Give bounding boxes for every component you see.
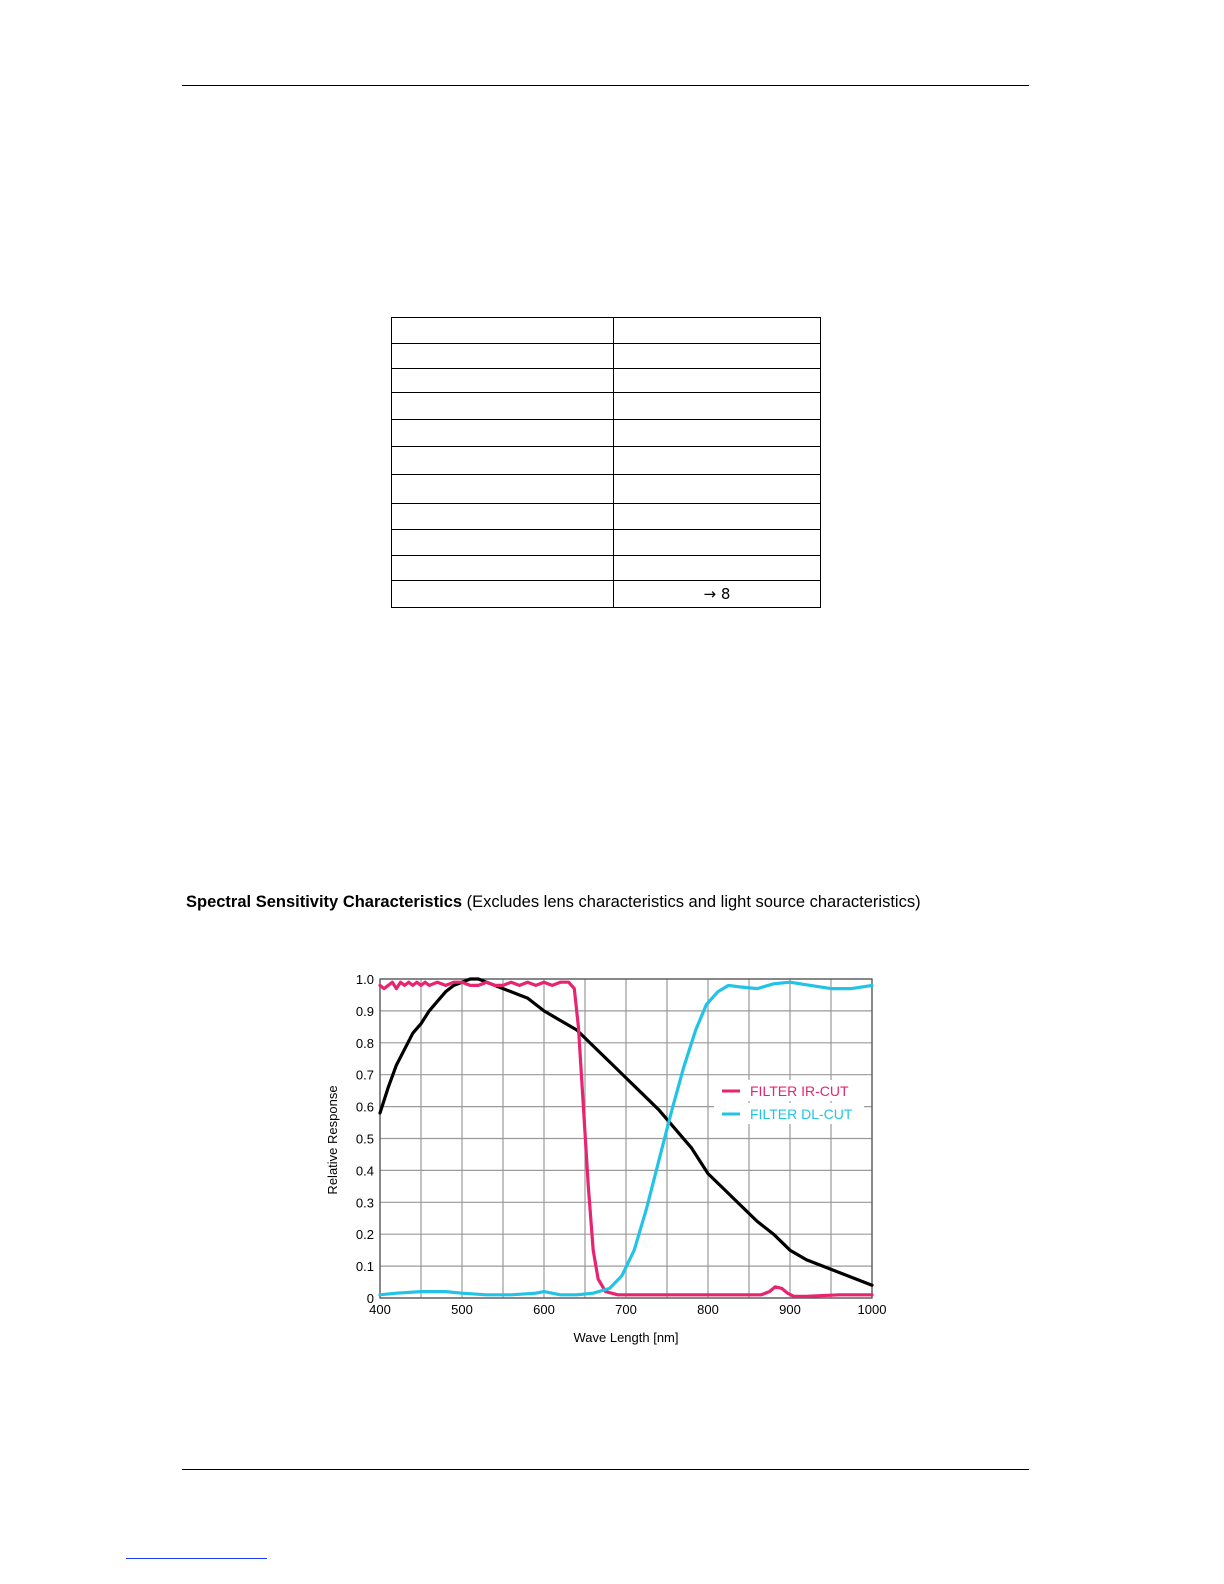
x-tick-label: 700	[615, 1302, 637, 1317]
chart-heading-rest: (Excludes lens characteristics and light source characteristics)	[462, 893, 921, 911]
y-tick-label: 0	[366, 1291, 374, 1306]
x-tick-label: 800	[697, 1302, 719, 1317]
y-tick-label: 0.3	[355, 1195, 374, 1211]
x-tick-label: 600	[533, 1302, 555, 1317]
chart-heading-bold: Spectral Sensitivity Characteristics	[186, 893, 463, 911]
chart-grid	[380, 979, 872, 1298]
y-tick-label: 0.7	[355, 1067, 374, 1083]
y-tick-label: 0.6	[355, 1099, 374, 1115]
legend-label: FILTER DL-CUT	[750, 1106, 853, 1122]
y-tick-label: 0.1	[355, 1259, 374, 1275]
footer-rule	[182, 1469, 1029, 1470]
y-tick-label: 0.2	[355, 1227, 374, 1243]
x-tick-label: 500	[451, 1302, 473, 1317]
legend-label: FILTER IR-CUT	[750, 1083, 849, 1099]
x-tick-label: 1000	[857, 1302, 887, 1317]
footer-link-underline	[126, 1558, 267, 1559]
x-tick-label: 400	[369, 1302, 391, 1317]
y-tick-label: 0.8	[355, 1035, 374, 1051]
y-tick-label: 0.9	[355, 1003, 374, 1019]
x-axis-label: Wave Length [nm]	[573, 1330, 679, 1345]
y-axis-label: Relative Response	[325, 1085, 340, 1195]
x-tick-label: 900	[779, 1302, 801, 1317]
y-tick-label: 0.5	[355, 1131, 374, 1147]
table-cell: → 8	[614, 581, 821, 608]
y-tick-label: 0.4	[355, 1163, 374, 1179]
y-tick-label: 1.0	[355, 972, 374, 987]
